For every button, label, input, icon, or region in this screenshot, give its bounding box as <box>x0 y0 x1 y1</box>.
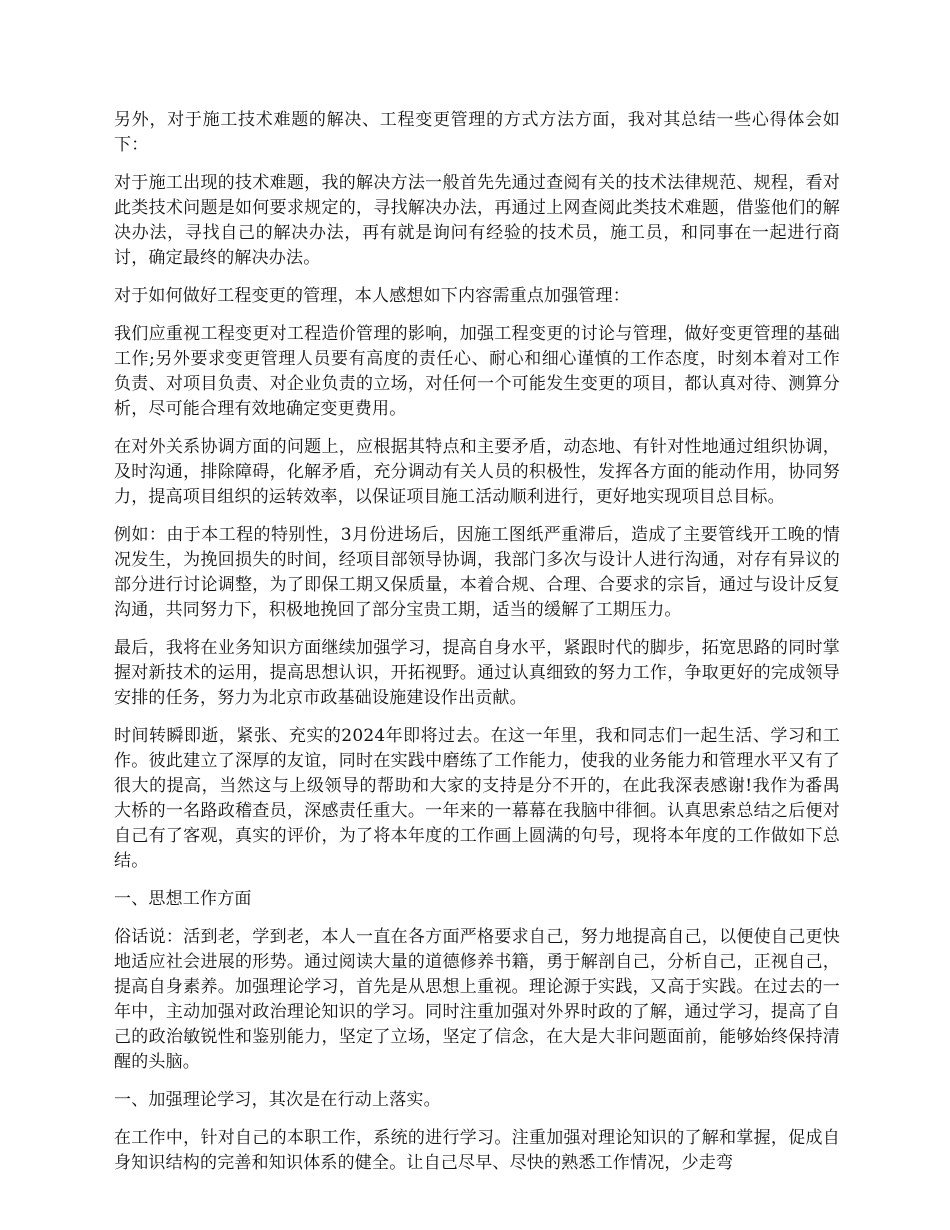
paragraph-change-management: 我们应重视工程变更对工程造价管理的影响，加强工程变更的讨论与管理，做好变更管理的基础工作;另外要求变更管理人员要有高度的责任心、耐心和细心谨慎的工作态度，时刻本着对工作负责、对项目负责、对企业负责的立场，对任何一个可能发生变更的项目，都认真对待、测算分析，尽可能合理有效地确定变更费用。 <box>114 324 840 419</box>
document-body <box>114 108 840 1189</box>
paragraph-external-coordination: 在对外关系协调方面的问题上，应根据其特点和主要矛盾，动态地、有针对性地通过组织协调，及时沟通，排除障碍，化解矛盾，充分调动有关人员的积极性，发挥各方面的能动作用，协同努力，提高项目组织的运转效率，以保证项目施工活动顺利进行，更好地实现项目总目标。 <box>114 437 840 507</box>
paragraph-change-management-intro: 对于如何做好工程变更的管理，本人感想如下内容需重点加强管理： <box>114 286 630 306</box>
paragraph-work-study: 在工作中，针对自己的本职工作，系统的进行学习。注重加强对理论知识的了解和掌握，促成自身知识结构的完善和知识体系的健全。让自己尽早、尽快的熟悉工作情况，少走弯 <box>114 1128 840 1173</box>
paragraph-technical-problems: 对于施工出现的技术难题，我的解决方法一般首先先通过查阅有关的技术法律规范、规程，看对此类技术问题是如何要求规定的，寻找解决办法，再通过上网查阅此类技术难题，借鉴他们的解决办法，寻找自己的解决办法，再有就是询问有经验的技术员，施工员，和同事在一起进行商讨，确定最终的解决办法。 <box>114 173 840 268</box>
paragraph-ideology: 俗话说：活到老，学到老，本人一直在各方面严格要求自己，努力地提高自己，以便使自己更快地适应社会进展的形势。通过阅读大量的道德修养书籍，勇于解剖自己，分析自己，正视自己，提高自身素养。加强理论学习，首先是从思想上重视。理论源于实践，又高于实践。在过去的一年中，主动加强对政治理论知识的学习。同时注重加强对外界时政的了解，通过学习，提高了自己的政治敏锐性和鉴别能力，坚定了立场，坚定了信念，在大是大非问题面前，能够始终保持清醒的头脑。 <box>114 927 840 1072</box>
paragraph-year-review: 时间转瞬即逝，紧张、充实的2024年即将过去。在这一年里，我和同志们一起生活、学习和工作。彼此建立了深厚的友谊，同时在实践中磨练了工作能力，使我的业务能力和管理水平又有了很大的提高，当然这与上级领导的帮助和大家的支持是分不开的，在此我深表感谢!我作为番禺大桥的一名路政稽查员，深感责任重大。一年来的一幕幕在我脑中徘徊。认真思索总结之后便对自己有了客观，真实的评价，为了将本年度的工作画上圆满的句号，现将本年度的工作做如下总结。 <box>114 726 840 871</box>
section-heading-ideology: 一、思想工作方面 <box>114 889 252 909</box>
section-heading-theory-study: 一、加强理论学习，其次是在行动上落实。 <box>114 1090 441 1110</box>
paragraph-conclusion: 最后，我将在业务知识方面继续加强学习，提高自身水平，紧跟时代的脚步，拓宽思路的同时掌握对新技术的运用，提高思想认识，开拓视野。通过认真细致的努力工作，争取更好的完成领导安排的任务，努力为北京市政基础设施建设作出贡献。 <box>114 638 840 708</box>
paragraph-intro: 另外，对于施工技术难题的解决、工程变更管理的方式方法方面，我对其总结一些心得体会如下： <box>114 110 840 155</box>
paragraph-example: 例如：由于本工程的特别性，3月份进场后，因施工图纸严重滞后，造成了主要管线开工晚的情况发生，为挽回损失的时间，经项目部领导协调，我部门多次与设计人进行沟通，对存有异议的部分进行讨论调整，为了即保工期又保质量，本着合规、合理、合要求的宗旨，通过与设计反复沟通，共同努力下，积极地挽回了部分宝贵工期，适当的缓解了工期压力。 <box>114 525 840 620</box>
